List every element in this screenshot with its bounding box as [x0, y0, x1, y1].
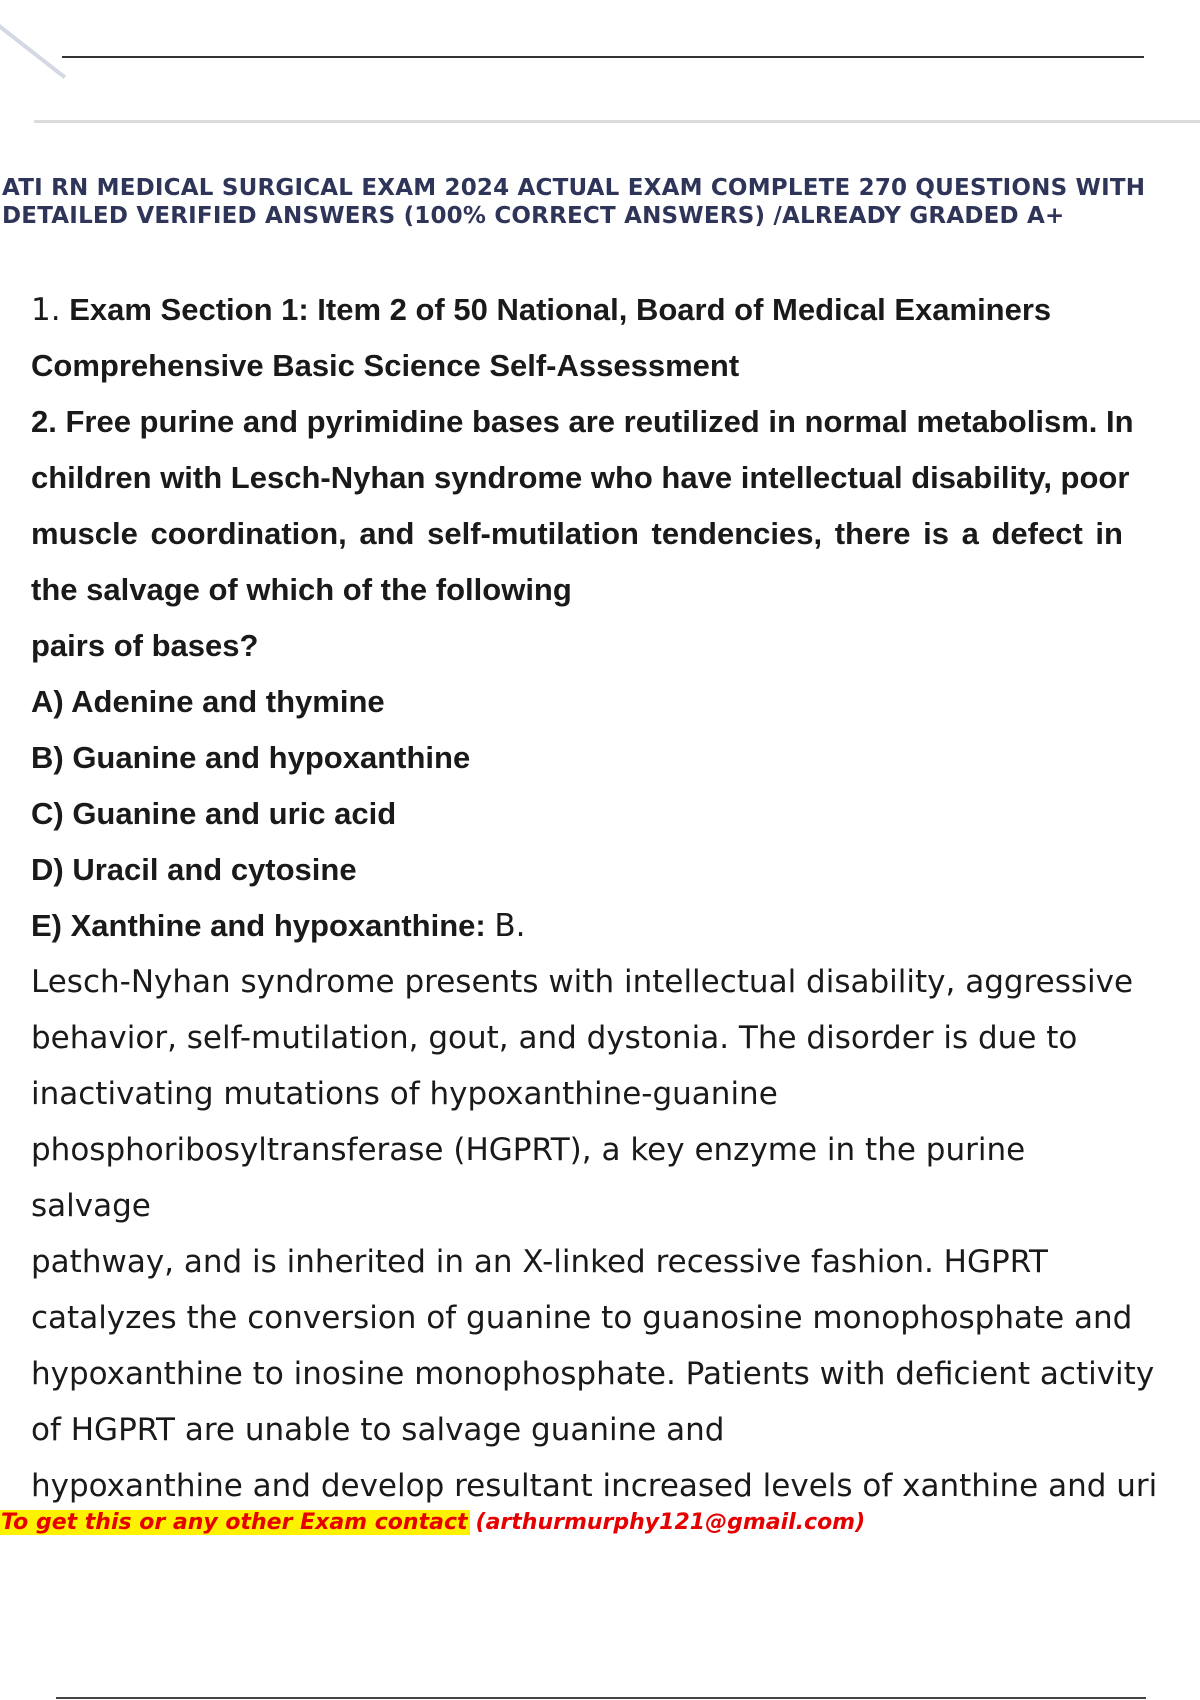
option-e: [31, 898, 1181, 954]
contact-footer: [0, 1509, 865, 1537]
option-b: B) Guanine and hypoxanthine: [31, 740, 471, 775]
explanation-line-7: catalyzes the conversion of guanine to guanosine monophosphate and: [31, 1300, 1133, 1336]
explanation-line-6: pathway, and is inherited in an X-linked recessive fashion. HGPRT: [31, 1244, 1048, 1280]
explanation-line-8: hypoxanthine to inosine monophosphate. Patients with deficient activity: [31, 1356, 1155, 1392]
document-title: [2, 174, 1198, 230]
explanation-line-4: phosphoribosyltransferase (HGPRT), a key enzyme in the purine: [31, 1132, 1026, 1168]
explanation-line-9: of HGPRT are unable to salvage guanine and: [31, 1412, 725, 1448]
explanation-line-5: salvage: [31, 1188, 151, 1224]
answer-key: B.: [494, 908, 526, 944]
option-c: C) Guanine and uric acid: [31, 796, 397, 831]
contact-highlight: To get this or any other Exam contact: [1, 1510, 468, 1535]
question-line-5: pairs of bases?: [31, 628, 259, 663]
option-a: A) Adenine and thymine: [31, 684, 385, 719]
footer-rule: [56, 1697, 1146, 1699]
explanation-line-1: Lesch-Nyhan syndrome presents with intellectual disability, aggressive: [31, 964, 1134, 1000]
explanation-line-2: behavior, self-mutilation, gout, and dystonia. The disorder is due to: [31, 1020, 1078, 1056]
question-line-3: muscle coordination, and self-mutilation tendencies, there is a defect in: [31, 516, 1123, 551]
contact-email[interactable]: (arthurmurphy121@gmail.com): [475, 1510, 866, 1535]
corner-decoration: [0, 20, 66, 79]
document-body: [31, 282, 1181, 1514]
option-d: D) Uracil and cytosine: [31, 852, 357, 887]
header-subrule: [34, 120, 1200, 123]
option-e-text: E) Xanthine and hypoxanthine:: [31, 908, 486, 943]
explanation-line-3: inactivating mutations of hypoxanthine-guanine: [31, 1076, 778, 1112]
title-line-1: ATI RN MEDICAL SURGICAL EXAM 2024 ACTUAL EXAM COMPLETE 270 QUESTIONS WITH: [2, 175, 1146, 201]
question-line-4: the salvage of which of the following: [31, 572, 572, 607]
title-line-2: DETAILED VERIFIED ANSWERS (100% CORRECT ANSWERS) /ALREADY GRADED A+: [2, 203, 1065, 229]
item1-line-2: Comprehensive Basic Science Self-Assessment: [31, 348, 740, 383]
item1-number: 1.: [31, 292, 61, 328]
item1-heading: Exam Section 1: Item 2 of 50 National, Board of Medical Examiners: [69, 292, 1052, 327]
question-line-2: children with Lesch-Nyhan syndrome who have intellectual disability, poor: [31, 460, 1130, 495]
header-rule: [62, 56, 1144, 58]
question-text: 2. Free purine and pyrimidine bases are reutilized in normal metabolism. In: [31, 404, 1134, 439]
explanation-line-10: hypoxanthine and develop resultant increased levels of xanthine and uri: [31, 1468, 1158, 1504]
question-line-1: [31, 394, 1181, 450]
item1-line-1: [31, 282, 1181, 338]
